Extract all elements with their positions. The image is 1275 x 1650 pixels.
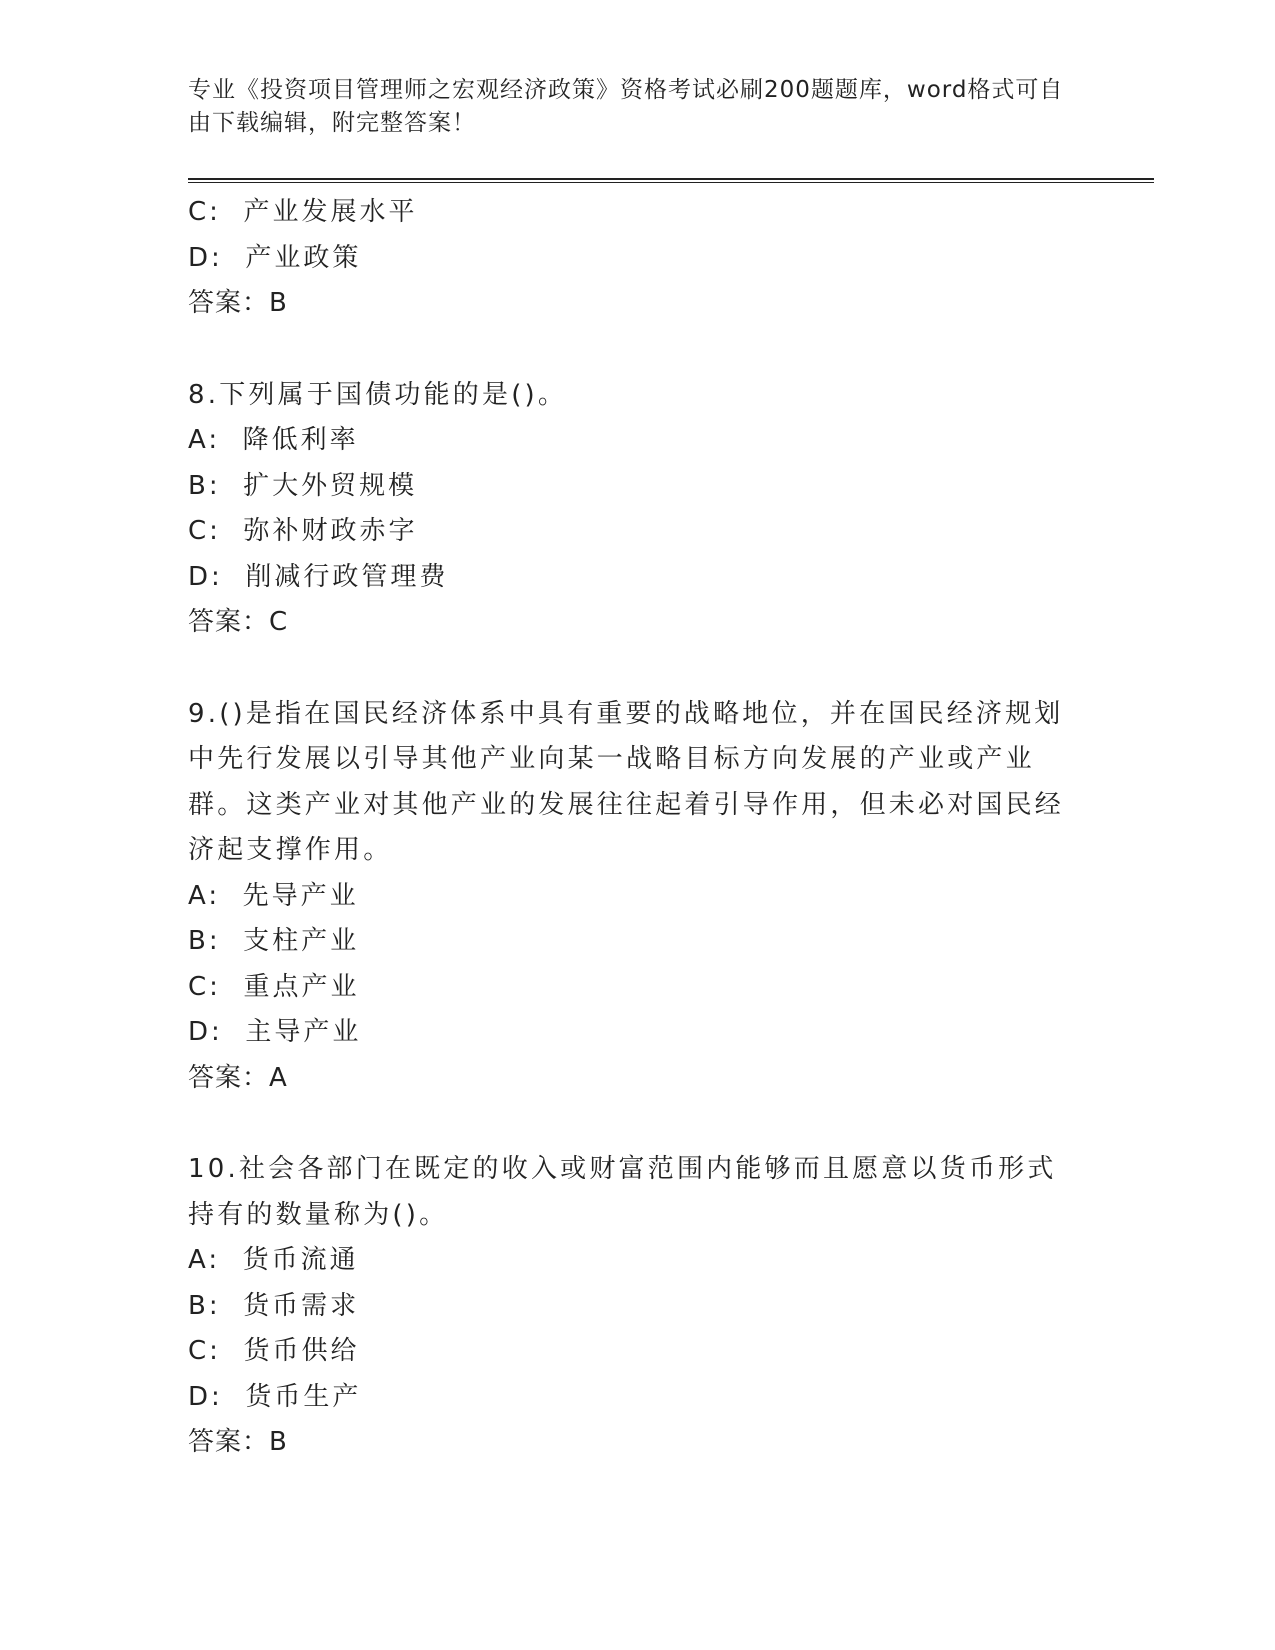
option-a: A: 先导产业: [188, 880, 359, 911]
option-label: C: [188, 971, 210, 1002]
option-c: C: 重点产业: [188, 971, 360, 1002]
answer-line: 答案：B: [188, 1427, 288, 1457]
option-text: 货币需求: [243, 1290, 360, 1321]
option-label: C: [188, 1336, 210, 1366]
option-text: 货币生产: [245, 1381, 362, 1412]
option-label: C: [188, 197, 210, 227]
option-label: A: [188, 1245, 209, 1275]
option-label: D: [188, 561, 212, 592]
option-d: D: 主导产业: [188, 1017, 362, 1047]
question-10: [188, 1147, 1068, 1466]
option-label: A: [188, 425, 209, 455]
option-d: D: 货币生产: [188, 1381, 362, 1412]
option-c: C: 货币供给: [188, 1336, 360, 1366]
option-label: B: [188, 926, 209, 956]
option-label: D: [188, 1381, 212, 1412]
answer-line: 答案：A: [188, 1062, 288, 1093]
question-stem: 8.下列属于国债功能的是()。: [188, 379, 568, 410]
question-7-tail: [188, 190, 1068, 327]
option-text: 货币供给: [243, 1336, 360, 1366]
option-a: A: 降低利率: [188, 425, 359, 455]
option-text: 产业发展水平: [243, 197, 418, 227]
question-8: [188, 373, 1068, 646]
option-d: D: 产业政策: [188, 242, 362, 273]
option-text: 产业政策: [245, 242, 362, 273]
option-label: D: [188, 1017, 212, 1047]
option-text: 弥补财政赤字: [243, 516, 418, 546]
option-d: D: 削减行政管理费: [188, 561, 449, 592]
answer-line: 答案：B: [188, 288, 288, 318]
option-text: 削减行政管理费: [245, 561, 449, 592]
document-body: [188, 190, 1068, 1466]
option-label: D: [188, 242, 212, 273]
header-divider: [188, 178, 1154, 183]
option-b: B: 货币需求: [188, 1290, 360, 1321]
option-b: B: 支柱产业: [188, 926, 360, 956]
question-stem: 10.社会各部门在既定的收入或财富范围内能够而且愿意以货币形式持有的数量称为()。: [188, 1154, 1057, 1230]
option-text: 重点产业: [243, 971, 360, 1002]
page-header: 专业《投资项目管理师之宏观经济政策》资格考试必刷200题题库，word格式可自由下载编辑，附完整答案！: [188, 77, 1064, 136]
option-text: 货币流通: [242, 1245, 359, 1275]
option-label: B: [188, 470, 209, 501]
question-9: [188, 692, 1068, 1102]
option-text: 主导产业: [245, 1017, 362, 1047]
option-text: 降低利率: [242, 425, 359, 455]
option-text: 扩大外贸规模: [243, 470, 418, 501]
option-a: A: 货币流通: [188, 1245, 359, 1275]
answer-line: 答案：C: [188, 607, 289, 637]
option-b: B: 扩大外贸规模: [188, 470, 418, 501]
option-c: C: 弥补财政赤字: [188, 516, 418, 546]
question-stem: 9.()是指在国民经济体系中具有重要的战略地位，并在国民经济规划中先行发展以引导其他产业向某一战略目标方向发展的产业或产业群。这类产业对其他产业的发展往往起着引导作用，但未必对国民经济起支撑作用。: [188, 698, 1065, 865]
option-c: C: 产业发展水平: [188, 197, 418, 227]
option-label: A: [188, 880, 209, 911]
option-text: 支柱产业: [243, 926, 360, 956]
option-label: B: [188, 1290, 209, 1321]
option-text: 先导产业: [242, 880, 359, 911]
option-label: C: [188, 516, 210, 546]
